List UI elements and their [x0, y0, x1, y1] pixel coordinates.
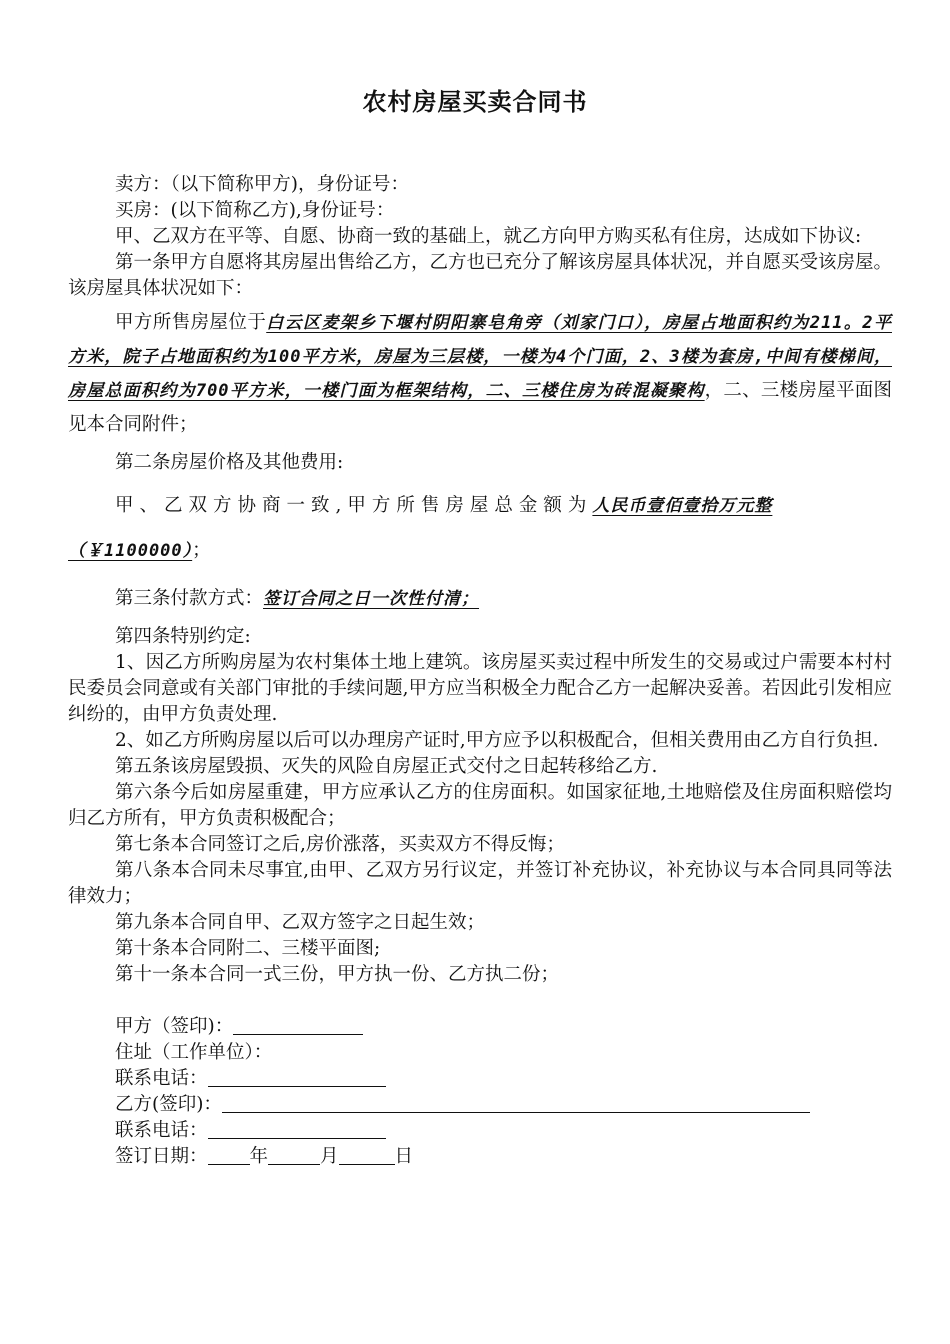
price-handwritten: 人民币壹佰壹拾万元整	[592, 496, 773, 516]
article-3-prefix: 第三条付款方式：	[115, 588, 264, 609]
party-a-phone-field[interactable]	[208, 1068, 386, 1087]
party-a-phone-row	[115, 1066, 892, 1092]
sign-day-field[interactable]	[339, 1146, 395, 1165]
party-a-signature-field[interactable]	[233, 1016, 363, 1035]
article-11: 第十一条本合同一式三份，甲方执一份、乙方执二份；	[115, 964, 560, 985]
location-handwritten: 白云区麦架乡下堰村阴阳寨皂角旁（刘家门口），房屋占地面积约为211。2平方米，院子占地面积约为100平方米，房屋为三层楼，一楼为4个门面，2、3楼为套房,中间有楼梯间，房屋总面积约为700平方米，一楼门面为框架结构，二、三楼住房为砖混凝聚构	[68, 313, 892, 401]
sign-month-field[interactable]	[268, 1146, 320, 1165]
price-prefix: 甲、乙双方协商一致,甲方所售房屋总金额为	[115, 495, 593, 516]
article-2-heading: 第二条房屋价格及其他费用:	[115, 452, 344, 473]
price-number-handwritten: （￥1100000）	[68, 541, 193, 561]
article-4-item-1: 1、因乙方所购房屋为农村集体土地上建筑。该房屋买卖过程中所发生的交易或过户需要本村村民委员会同意或有关部门审批的手续问题,甲方应当积极全力配合乙方一起解决妥善。若因此引发相应纠纷的，由甲方负责处理.	[68, 652, 892, 725]
party-a-signature-row	[115, 1014, 892, 1040]
seller-line: 卖方：（以下简称甲方)，身份证号：	[115, 174, 409, 195]
article-5: 第五条该房屋毁损、灭失的风险自房屋正式交付之日起转移给乙方.	[115, 756, 658, 777]
sign-year-label: 年	[249, 1146, 269, 1167]
sign-date-row	[115, 1144, 892, 1170]
party-a-phone-label: 联系电话：	[115, 1068, 208, 1089]
price-suffix: ；	[192, 540, 211, 561]
sign-year-field[interactable]	[208, 1146, 250, 1165]
location-suffix: ，二、三楼房屋平面图见本合同附件；	[68, 380, 892, 435]
document-title: 农村房屋买卖合同书	[362, 88, 588, 116]
price-line	[68, 490, 892, 522]
sign-month-label: 月	[320, 1146, 339, 1167]
signature-block	[68, 1014, 892, 1170]
article-10: 第十条本合同附二、三楼平面图;	[115, 938, 381, 959]
article-6: 第六条今后如房屋重建，甲方应承认乙方的住房面积。如国家征地,土地赔偿及住房面积赔偿均归乙方所有，甲方负责积极配合；	[68, 782, 892, 829]
article-4-item-2: 2、如乙方所购房屋以后可以办理房产证时,甲方应予以积极配合，但相关费用由乙方自行负担.	[115, 730, 879, 751]
party-a-label: 甲方（签印)：	[115, 1016, 234, 1037]
sign-day-label: 日	[394, 1146, 414, 1167]
property-location	[68, 306, 892, 442]
party-b-phone-field[interactable]	[208, 1120, 386, 1139]
party-b-phone-row	[115, 1118, 892, 1144]
address-label: 住址（工作单位）：	[115, 1042, 273, 1063]
article-7: 第七条本合同签订之后,房价涨落，买卖双方不得反悔；	[115, 834, 565, 855]
party-b-phone-label: 联系电话：	[115, 1120, 208, 1141]
intro-paragraph: 甲、乙双方在平等、自愿、协商一致的基础上，就乙方向甲方购买私有住房，达成如下协议:	[115, 226, 862, 247]
article-3	[68, 586, 892, 612]
article-9: 第九条本合同自甲、乙双方签字之日起生效；	[115, 912, 486, 933]
location-prefix: 甲方所售房屋位于	[115, 312, 267, 333]
article-4-heading: 第四条特别约定:	[115, 626, 251, 647]
party-b-signature-row	[115, 1092, 892, 1118]
party-b-signature-field[interactable]	[222, 1094, 810, 1113]
address-row	[115, 1040, 892, 1066]
party-b-label: 乙方(签印)：	[115, 1094, 222, 1115]
article-8: 第八条本合同未尽事宜,由甲、乙双方另行议定，并签订补充协议，补充协议与本合同具同等法律效力；	[68, 860, 892, 907]
document-body	[68, 172, 892, 1170]
article-1: 第一条甲方自愿将其房屋出售给乙方，乙方也已充分了解该房屋具体状况，并自愿买受该房屋。该房屋具体状况如下：	[68, 252, 893, 299]
sign-date-label: 签订日期：	[115, 1146, 208, 1167]
buyer-line: 买房：(以下简称乙方),身份证号：	[115, 200, 395, 221]
price-number-line	[68, 538, 892, 564]
article-3-handwritten: 签订合同之日一次性付清；	[263, 589, 480, 609]
